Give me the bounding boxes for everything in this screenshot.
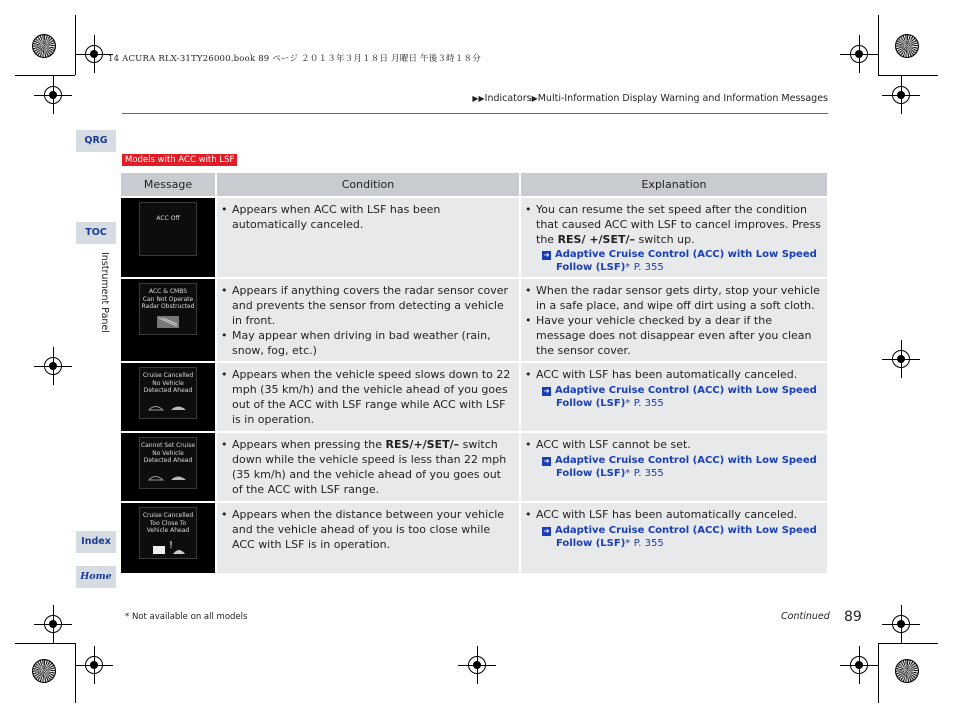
crosshair-icon	[890, 613, 912, 635]
registration-star-icon	[895, 659, 919, 683]
screen-line: No Vehicle	[152, 449, 184, 457]
crop-mark	[878, 15, 879, 75]
crosshair-icon	[42, 613, 64, 635]
table-row	[121, 279, 827, 361]
screen-line: Cruise Cancelled	[142, 512, 194, 520]
breadcrumb-item-current[interactable]: Multi-Information Display Warning and Information Messages	[537, 93, 828, 104]
explanation-item: • You can resume the set speed after the condition that caused ACC with LSF to cancel improves. Press the RES/ +/SET/– switch up.	[525, 203, 823, 247]
crop-mark	[15, 75, 75, 76]
book-file-header: 14 ACURA RLX-31TY26000.book 89 ページ ２０１３年３月１８日 月曜日 午後３時１８分	[108, 54, 481, 64]
cross-reference-arrow-icon: ➜	[543, 251, 550, 260]
screen-line: Cannot Set Cruise	[140, 442, 196, 450]
screen-line: No Vehicle	[152, 379, 184, 387]
message-cell	[121, 198, 217, 277]
table-row	[121, 198, 827, 277]
cross-reference-arrow-icon: ➜	[543, 527, 550, 536]
crop-mark	[878, 643, 938, 644]
screen-line: Detected Ahead	[143, 457, 193, 465]
condition-item: • Appears when ACC with LSF has been automatically canceled.	[221, 203, 515, 233]
triangle-right-icon: ▶▶	[472, 94, 485, 103]
cross-reference-link[interactable]: ➜ Adaptive Cruise Control (ACC) with Low Speed Follow (LSF)* P. 355	[543, 525, 817, 550]
explanation-item: • Have your vehicle checked by a dear if the message does not disappear even after you clean the sensor cover.	[525, 314, 823, 358]
explanation-cell	[521, 198, 827, 277]
cross-reference-link[interactable]: ➜ Adaptive Cruise Control (ACC) with Low Speed Follow (LSF)* P. 355	[543, 249, 817, 274]
screen-line: Vehicle Ahead	[146, 527, 190, 535]
header-message: Message	[121, 173, 217, 196]
home-button[interactable]	[76, 566, 116, 588]
display-screen	[139, 283, 197, 335]
header-condition: Condition	[217, 173, 521, 196]
crosshair-icon	[42, 84, 64, 106]
cross-reference-arrow-icon: ➜	[543, 387, 550, 396]
toc-button[interactable]: TOC	[76, 222, 116, 244]
message-table	[121, 171, 827, 575]
display-screen	[139, 202, 197, 256]
explanation-cell	[521, 363, 827, 431]
radar-sensor-icon	[143, 314, 193, 330]
screen-line: Can Not Operate	[142, 295, 194, 303]
registration-star-icon	[32, 659, 56, 683]
table-row	[121, 363, 827, 431]
message-cell	[121, 503, 217, 573]
screen-line: ACC & CMBS	[148, 288, 188, 296]
explanation-item: • ACC with LSF cannot be set.	[525, 438, 823, 453]
crop-mark	[878, 643, 879, 703]
display-screen	[139, 367, 197, 419]
vehicle-ahead-icon	[143, 468, 193, 484]
crop-mark	[75, 643, 76, 703]
breadcrumb-item-indicators[interactable]: Indicators	[484, 93, 532, 104]
table-row	[121, 433, 827, 501]
crop-mark	[878, 75, 938, 76]
continued-label: Continued	[781, 611, 830, 622]
table-header-row	[121, 173, 827, 196]
crosshair-icon	[848, 654, 870, 676]
index-button[interactable]: Index	[76, 531, 116, 553]
crop-mark	[75, 15, 76, 75]
screen-line: Radar Obstructed	[141, 303, 195, 311]
home-icon: Home	[80, 571, 112, 582]
svg-text:!: !	[169, 539, 174, 551]
condition-cell	[217, 433, 521, 501]
crosshair-icon	[83, 654, 105, 676]
table-row	[121, 503, 827, 573]
vehicle-ahead-icon	[143, 398, 193, 414]
screen-line: Detected Ahead	[143, 387, 193, 395]
condition-cell	[217, 198, 521, 277]
crosshair-icon	[83, 43, 105, 65]
explanation-item: • ACC with LSF has been automatically canceled.	[525, 368, 823, 383]
explanation-cell	[521, 433, 827, 501]
explanation-cell	[521, 503, 827, 573]
crosshair-icon	[42, 355, 64, 377]
footnote: * Not available on all models	[125, 612, 248, 622]
qrg-button[interactable]: QRG	[76, 130, 116, 152]
message-cell	[121, 363, 217, 431]
registration-star-icon	[895, 34, 919, 58]
models-tag: Models with ACC with LSF	[122, 154, 237, 166]
page-number: 89	[844, 609, 862, 625]
triangle-right-icon: ▶	[531, 94, 538, 103]
screen-line: Cruise Cancelled	[142, 372, 194, 380]
crosshair-icon	[890, 348, 912, 370]
screen-line: Too Close To	[149, 519, 187, 527]
crosshair-icon	[466, 654, 488, 676]
condition-item: • Appears when the distance between your vehicle and the vehicle ahead of you is too close while ACC with LSF is in operation.	[221, 508, 515, 552]
breadcrumb	[472, 93, 828, 104]
display-screen	[139, 437, 197, 489]
crosshair-icon	[848, 43, 870, 65]
explanation-cell	[521, 279, 827, 361]
crop-mark	[15, 643, 75, 644]
message-cell	[121, 279, 217, 361]
cross-reference-link[interactable]: ➜ Adaptive Cruise Control (ACC) with Low Speed Follow (LSF)* P. 355	[543, 385, 817, 410]
condition-cell	[217, 279, 521, 361]
crosshair-icon	[890, 84, 912, 106]
condition-cell	[217, 363, 521, 431]
condition-item: • Appears when pressing the RES/+/SET/– switch down while the vehicle speed is less than 22 mph (35 km/h) and the vehicle ahead of you goes out of the ACC with LSF range.	[221, 438, 515, 497]
condition-item: • May appear when driving in bad weather (rain, snow, fog, etc.)	[221, 329, 515, 359]
too-close-warning-icon	[143, 538, 193, 554]
cross-reference-arrow-icon: ➜	[543, 457, 550, 466]
condition-cell	[217, 503, 521, 573]
display-screen	[139, 507, 197, 559]
condition-item: • Appears when the vehicle speed slows down to 22 mph (35 km/h) and the vehicle ahead of you goes out of the ACC with LSF range while ACC with LSF is in operation.	[221, 368, 515, 427]
condition-item: • Appears if anything covers the radar sensor cover and prevents the sensor from detecting a vehicle in front.	[221, 284, 515, 328]
header-explanation: Explanation	[521, 173, 827, 196]
screen-line: ACC Off	[156, 215, 180, 222]
explanation-item: • When the radar sensor gets dirty, stop your vehicle in a safe place, and wipe off dirt using a soft cloth.	[525, 284, 823, 314]
explanation-item: • ACC with LSF has been automatically canceled.	[525, 508, 823, 523]
header-divider	[122, 113, 828, 114]
section-label: Instrument Panel	[99, 252, 110, 333]
cross-reference-link[interactable]: ➜ Adaptive Cruise Control (ACC) with Low Speed Follow (LSF)* P. 355	[543, 455, 817, 480]
registration-star-icon	[32, 34, 56, 58]
message-cell	[121, 433, 217, 501]
